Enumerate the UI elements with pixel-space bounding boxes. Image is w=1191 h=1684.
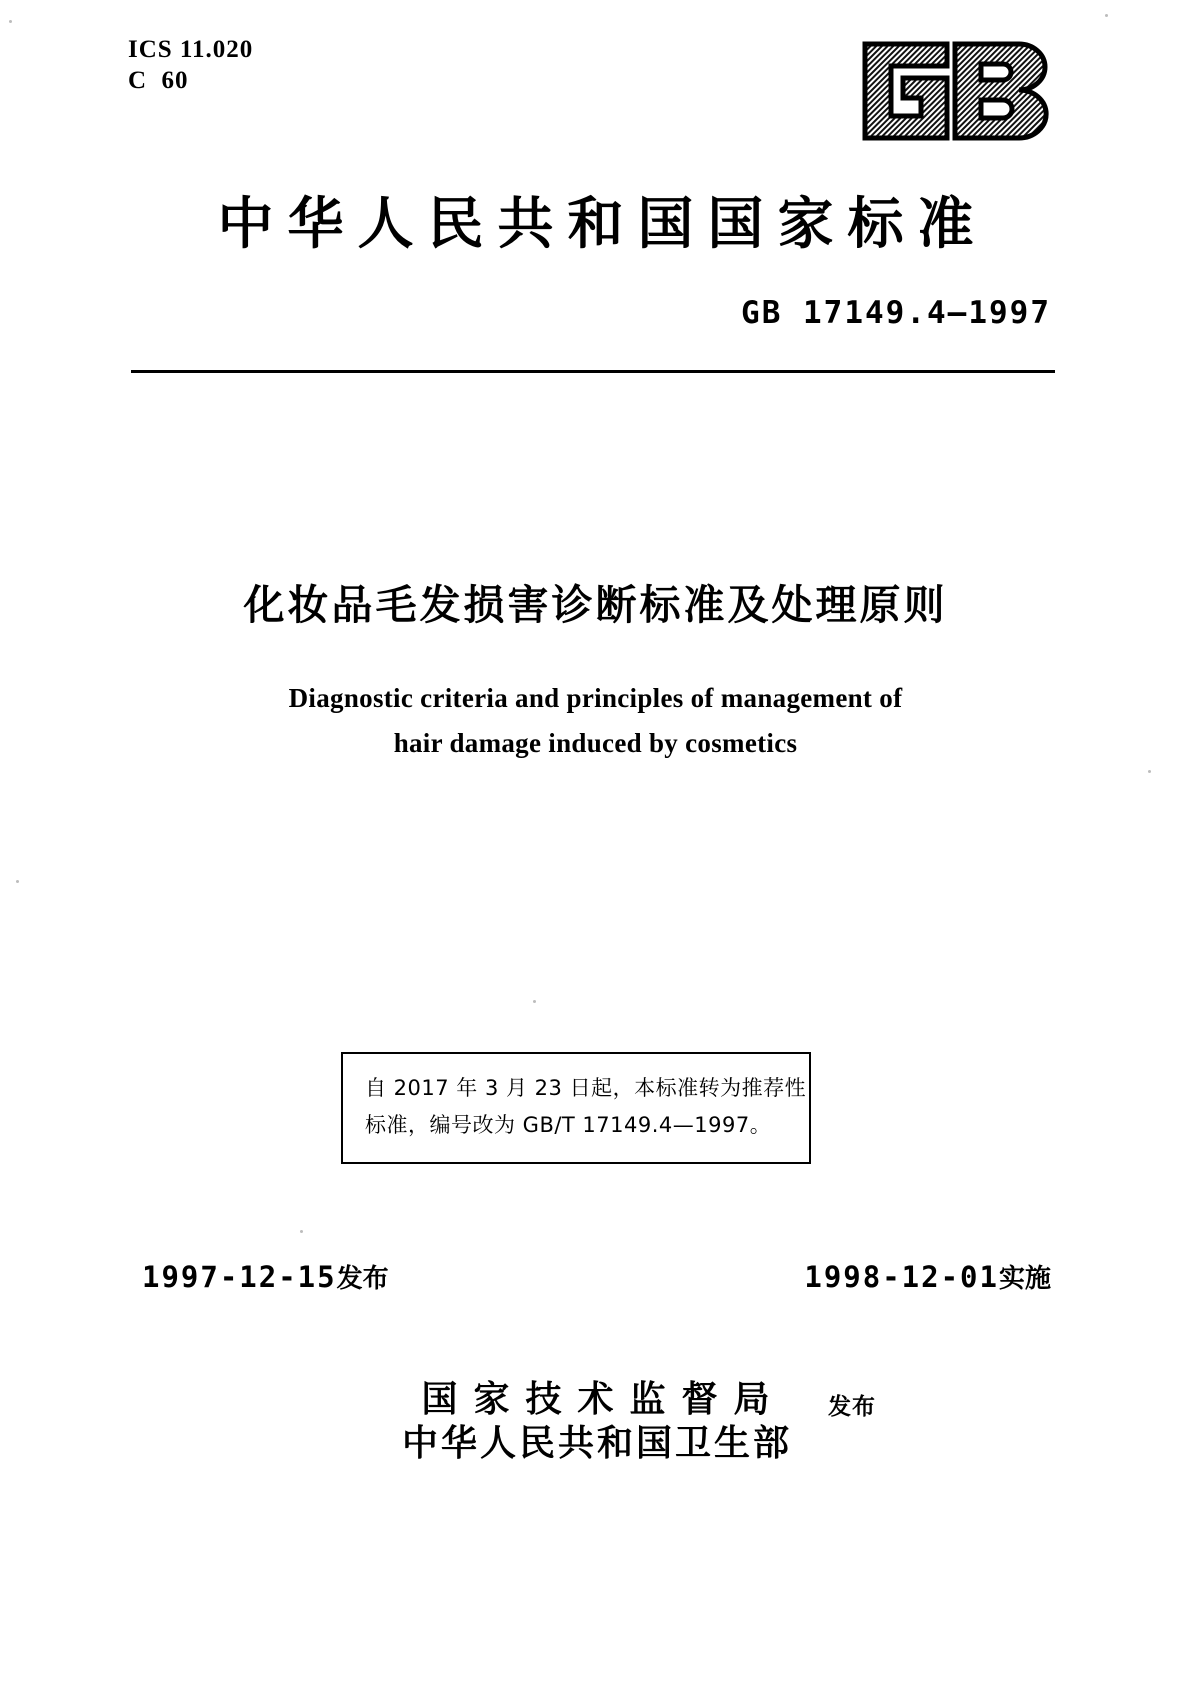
publisher-org-2: 中华人民共和国卫生部 <box>401 1422 792 1464</box>
ics-line-1: ICS 11.020 <box>128 36 254 63</box>
scan-speck <box>9 20 12 23</box>
publisher-orgs <box>399 1378 876 1466</box>
national-standard-title: 中华人民共和国国家标准 <box>217 192 988 257</box>
notice-line-1: 自 2017 年 3 月 23 日起，本标准转为推荐性 <box>365 1076 807 1100</box>
scan-speck <box>1105 14 1108 17</box>
scan-speck <box>533 1000 536 1003</box>
document-title-english <box>0 676 1191 765</box>
scan-speck <box>16 880 19 883</box>
document-title-chinese: 化妆品毛发损害诊断标准及处理原则 <box>243 581 948 629</box>
implementation-date-value: 1998-12-01 <box>804 1260 999 1294</box>
notice-line-2: 标准，编号改为 GB/T 17149.4—1997。 <box>365 1112 772 1137</box>
scan-speck <box>300 1230 303 1233</box>
publisher-org-1: 国家技术监督局 <box>421 1379 786 1420</box>
ics-line-2: C 60 <box>128 67 189 95</box>
document-title-english-line-1: Diagnostic criteria and principles of management of <box>288 683 903 713</box>
standard-number: GB 17149.4—1997 <box>741 295 1051 331</box>
issue-date-value: 1997-12-15 <box>142 1260 337 1294</box>
gb-logo-icon <box>851 36 1051 146</box>
header-divider <box>131 370 1055 373</box>
implementation-date <box>804 1258 1051 1295</box>
publisher-action-label: 发布 <box>828 1394 876 1420</box>
scan-speck <box>1148 770 1151 773</box>
implementation-date-label: 实施 <box>998 1264 1051 1294</box>
issue-date-label: 发布 <box>336 1264 389 1294</box>
document-title-english-line-2: hair damage induced by cosmetics <box>393 727 798 758</box>
issue-date <box>142 1258 389 1295</box>
ics-classification <box>128 34 253 97</box>
publisher-block <box>0 1378 1191 1466</box>
status-notice-box <box>341 1052 811 1164</box>
